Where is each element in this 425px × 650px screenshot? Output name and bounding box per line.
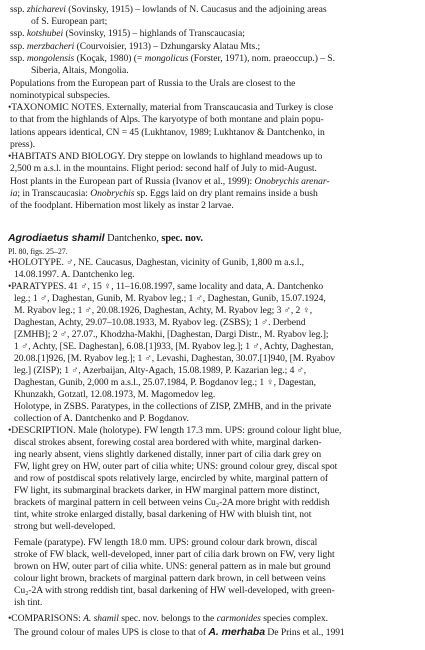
text-line: Holotype, in ZSBS. Paratypes, in the collections of ZISP, ZMHB, and in the private — [14, 401, 332, 412]
text-line: leg.] (ZISP); 1 ♂, Azerbaijan, Alty-Agach, 15.08.1989, P. Kazarian leg.; 4 ♂, — [14, 365, 307, 376]
text-line: ssp. mongolensis (Koçak, 1980) (= mongolicus (Forster, 1971), nom. praeoccup.) – S. — [10, 53, 335, 64]
text-line: collection of A. Dantchenko and P. Bogdanov. — [14, 413, 189, 424]
text-line: •HOLOTYPE. ♂, NE. Caucasus, Daghestan, vicinity of Gunib, 1,800 m a.s.l., — [8, 257, 305, 268]
text-line: Host plants in the European part of Russia (Ivanov et al., 1999): Onobrychis arenar- — [10, 176, 330, 187]
text-line: [ZMHB]; 2 ♂, 27.07., Khodzha-Makhi, [Daghestan, Dargi Distr., M. Ryabov leg.]; — [14, 329, 329, 340]
text-line: 2,500 m a.s.l. in the mountains. Flight period: second half of July to mid-August. — [10, 163, 317, 174]
plate-reference: Pl. 80, figs. 25–27. — [8, 247, 68, 256]
text-line: ing nearly absent, viens slightly darkened distally, inner part of cilia dark grey on — [14, 449, 322, 460]
text-line: 14.08.1997. A. Dantchenko leg. — [14, 269, 135, 280]
text-line: The ground colour of males UPS is close to that of A. merhaba De Prins et al., 1991 — [14, 626, 345, 638]
text-line: stroke of FW black, well-developed, inner part of cilia dark brown on FW, very light — [14, 549, 335, 560]
text-line: and row of postdiscal spots relatively large, encircled by white, marginal pattern of — [14, 473, 329, 484]
text-line: strong but well-developed. — [14, 521, 116, 532]
text-line: ssp. kotshubei (Sovinsky, 1915) – highlands of Transcaucasia; — [10, 28, 245, 39]
text-line: 20.08.[1]926, [M. Ryabov leg.]; 1 ♂, Levashi, Daghestan, 30.07.[1]940, [M. Ryabov — [14, 353, 336, 364]
text-line: Daghestan, Achty, 29.07–10.08.1933, M. Ryabov leg. (ZSBS); 1 ♂. Derbend — [14, 317, 306, 328]
text-line: •TAXONOMIC NOTES. Externally, material from Transcaucasia and Turkey is close — [8, 102, 334, 113]
text-line: FW light, its submarginal brackets darker, in HW marginal pattern more distinct, — [14, 485, 320, 496]
text-line: ia; in Transcaucasia: Onobrychis sp. Eggs laid on dry plant remains inside a bush — [10, 188, 318, 199]
text-line: colour light brown, brackets of marginal pattern dark brown, in cell between veins — [14, 573, 326, 584]
text-line: Siberia, Altais, Mongolia. — [31, 65, 129, 76]
text-line: ssp. zhicharevi (Sovinsky, 1915) – lowlands of N. Caucasus and the adjoining areas — [10, 4, 327, 15]
text-line: •COMPARISONS: A. shamil spec. nov. belongs to the carmonides species complex. — [8, 613, 328, 624]
text-line: •DESCRIPTION. Male (holotype). FW length 17.3 mm. UPS: ground colour light blue, — [8, 425, 342, 436]
text-line: •HABITATS AND BIOLOGY. Dry steppe on lowlands to highland meadows up to — [8, 151, 323, 162]
text-line: of the foodplant. Hibernation most likely as instar 2 larvae. — [10, 200, 234, 211]
text-line: Female (paratype). FW length 18.0 mm. UPS: ground colour dark brown, discal — [14, 537, 318, 548]
text-line: Cu₂-2A with strong reddish tint, basal darkening of HW well-developed, with green- — [14, 585, 335, 596]
text-line: discal strokes absent, forewing costal area bordered with white, marginal darken- — [14, 437, 322, 448]
text-line: leg.; 1 ♂, Daghestan, Gunib, M. Ryabov leg.; 1 ♂, Daghestan, Gunib, 15.07.1924, — [14, 293, 326, 304]
text-line: of S. European part; — [31, 16, 108, 27]
text-line: nominotypical subspecies. — [10, 90, 110, 101]
text-line: tint, white stroke enlarged distally, basal darkening of HW with bluish tint, not — [14, 509, 312, 520]
text-line: brown on HW, outer part of cilia white. UNS: general pattern as in male but ground — [14, 561, 331, 572]
text-line: ish tint. — [14, 597, 43, 608]
text-line: Daghestan, Gunib, 2,000 m a.s.l., 25.07.1984, P. Bogdanov leg.; 1 ♀, Dagestan, — [14, 377, 317, 388]
text-line: ssp. merzbacheri (Courvoisier, 1913) – Dzhungarsky Alatau Mts.; — [10, 41, 261, 52]
text-line: brackets of marginal pattern in cell between veins Cu₂-2A more bright with reddish — [14, 497, 330, 508]
text-line: to that from the highlands of Alps. The karyotype of both montane and plain popu- — [10, 114, 324, 125]
text-line: Populations from the European part of Russia to the Urals are closest to the — [10, 78, 296, 89]
text-line: Khunzakh, Gotzatl, 12.08.1973, M. Magomedov leg. — [14, 389, 216, 400]
text-line: •PARATYPES. 41 ♂, 15 ♀, 11–16.08.1997, same locality and data, A. Dantchenko — [8, 281, 324, 292]
text-line: lations appears identical, CN = 45 (Lukhtanov, 1989; Lukhtanov & Dantchenko, in — [10, 127, 325, 138]
text-line: FW, light grey on HW, outer part of cilia white; UNS: ground colour grey, discal spot — [14, 461, 338, 472]
text-line: M. Ryabov leg.; 1 ♂, 20.08.1926, Daghestan, Achty, M. Ryabov leg; 3 ♂, 2 ♀, — [14, 305, 313, 316]
species-heading: Agrodiaetus shamil Dantchenko, spec. nov. — [8, 232, 203, 244]
text-line: press). — [10, 139, 35, 150]
text-line: 1 ♂, Achty, [SE. Daghestan], 6.08.[1]933, [M. Ryabov leg.]; 1 ♂, Achty, Daghestan, — [14, 341, 334, 352]
